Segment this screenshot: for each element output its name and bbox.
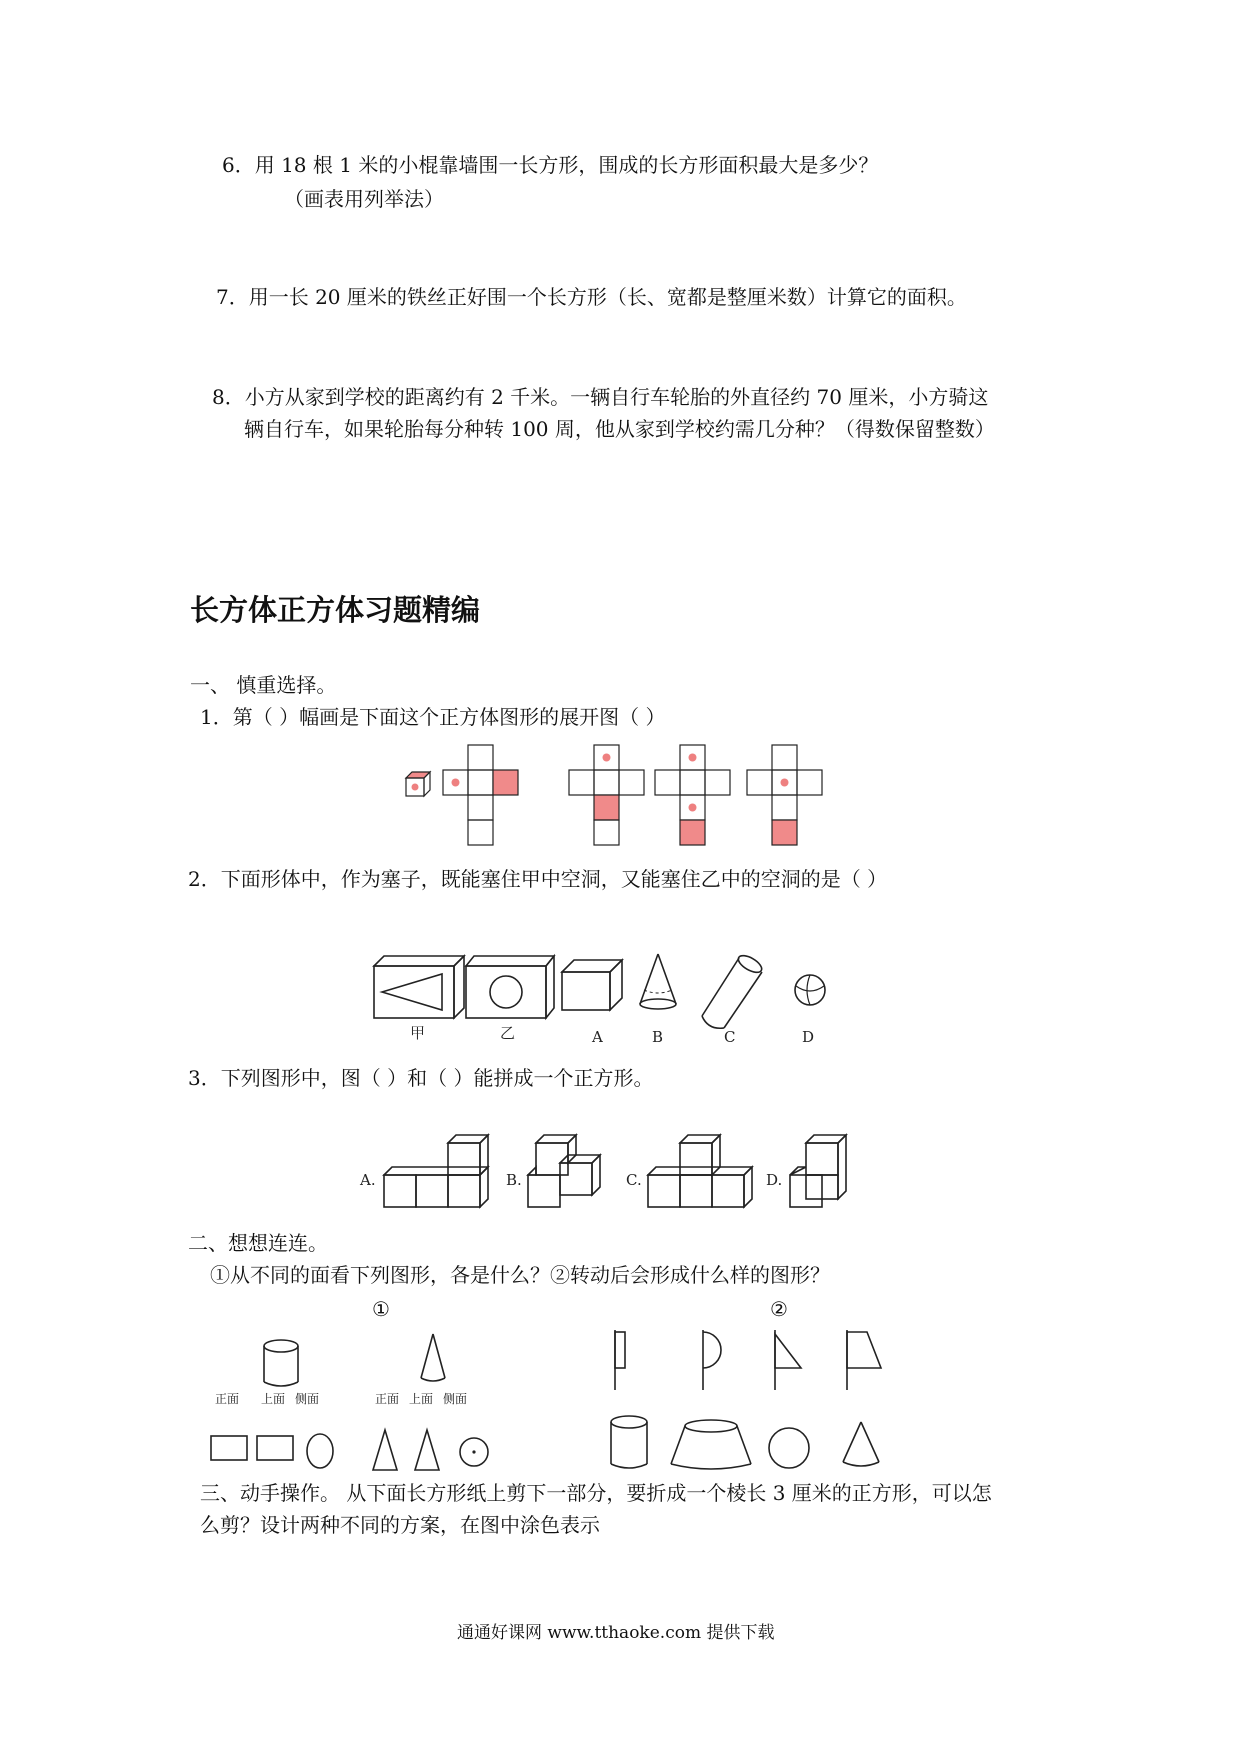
- part2-instruction: ①从不同的面看下列图形，各是什么？②转动后会形成什么样的图形？: [210, 1263, 830, 1287]
- view-label-front-2: 正面: [375, 1392, 400, 1406]
- label-b: B: [652, 1028, 664, 1046]
- assembly-c: [648, 1135, 752, 1207]
- q6-line2: （画表用列举法）: [284, 187, 444, 211]
- rotation-figure: [605, 1330, 905, 1490]
- flag-rect: [615, 1330, 625, 1390]
- label-assembly-b: B.: [506, 1171, 522, 1189]
- label-assembly-a: A.: [360, 1171, 376, 1189]
- flag-trapezoid: [847, 1330, 881, 1390]
- box-jia: [374, 956, 464, 1018]
- part2-heading: 二、想想连连。: [188, 1231, 328, 1255]
- cube-assembly-figure: [360, 1135, 920, 1225]
- view-label-front-1: 正面: [215, 1392, 240, 1406]
- net-2: [569, 745, 644, 845]
- q6-line1: 6．用 18 根 1 米的小棍靠墙围一长方形，围成的长方形面积最大是多少？: [222, 153, 879, 177]
- view-rect-2: [257, 1436, 293, 1460]
- cone-solid: [421, 1334, 445, 1381]
- small-cube: [406, 772, 430, 796]
- solid-frustum: [671, 1420, 751, 1469]
- net-3: [655, 745, 730, 845]
- label-c: C: [724, 1028, 736, 1046]
- view-rect-1: [211, 1436, 247, 1460]
- view-label-top-2: 上面: [409, 1392, 434, 1406]
- cylinder-solid: [264, 1340, 298, 1386]
- assembly-b: [528, 1135, 600, 1207]
- solid-cone: [843, 1422, 879, 1466]
- view-triangle-1: [373, 1430, 397, 1470]
- cube-nets-figure: [400, 742, 860, 852]
- part1-heading: 一、 慎重选择。: [190, 673, 337, 697]
- section-title: 长方体正方体习题精编: [190, 593, 481, 627]
- label-assembly-c: C.: [626, 1171, 642, 1189]
- assembly-a: [384, 1135, 488, 1207]
- shape-b-cone: [640, 954, 676, 1009]
- label-d: D: [802, 1028, 815, 1046]
- part2-label-1: ①: [372, 1297, 390, 1321]
- plug-shapes-figure: [370, 950, 870, 1060]
- label-yi: 乙: [500, 1024, 516, 1042]
- q1-text: 1．第（ ）幅画是下面这个正方体图形的展开图（ ）: [200, 705, 666, 729]
- q3-text: 3．下列图形中，图（ ）和（ ）能拼成一个正方形。: [188, 1066, 654, 1090]
- views-figure: [205, 1330, 525, 1480]
- q7: 7．用一长 20 厘米的铁丝正好围一个长方形（长、宽都是整厘米数）计算它的面积。: [216, 285, 967, 309]
- view-label-side-2: 侧面: [443, 1392, 468, 1406]
- net-4: [747, 745, 822, 845]
- box-yi: [466, 956, 554, 1018]
- flag-semicircle: [703, 1330, 721, 1390]
- part3-line2: 么剪？设计两种不同的方案，在图中涂色表示: [200, 1513, 600, 1537]
- label-a: A: [592, 1028, 603, 1046]
- assembly-d: [790, 1135, 846, 1207]
- label-assembly-d: D.: [766, 1171, 783, 1189]
- solid-sphere: [769, 1428, 809, 1468]
- view-label-side-1: 侧面: [295, 1392, 320, 1406]
- q2-text: 2．下面形体中，作为塞子，既能塞住甲中空洞，又能塞住乙中的空洞的是（ ）: [188, 867, 888, 891]
- part3-line1: 三、动手操作。 从下面长方形纸上剪下一部分，要折成一个棱长 3 厘米的正方形，可以怎: [200, 1481, 992, 1505]
- view-label-top-1: 上面: [261, 1392, 286, 1406]
- solid-cylinder: [611, 1416, 647, 1468]
- view-circle: [307, 1434, 333, 1468]
- q8-line2: 辆自行车，如果轮胎每分种转 100 周，他从家到学校约需几分种？（得数保留整数）: [244, 417, 995, 441]
- net-1: [443, 745, 518, 845]
- shape-a-cuboid: [562, 960, 622, 1010]
- flag-triangle: [775, 1330, 801, 1390]
- shape-d-sphere: [795, 975, 825, 1005]
- label-jia: 甲: [410, 1024, 426, 1042]
- q8-line1: 8．小方从家到学校的距离约有 2 千米。一辆自行车轮胎的外直径约 70 厘米，小方骑这: [212, 385, 989, 409]
- footer-text: 通通好课网 www.tthaoke.com 提供下载: [457, 1623, 775, 1643]
- part2-label-2: ②: [770, 1297, 788, 1321]
- view-triangle-2: [415, 1430, 439, 1470]
- shape-c-cylinder: [702, 952, 764, 1028]
